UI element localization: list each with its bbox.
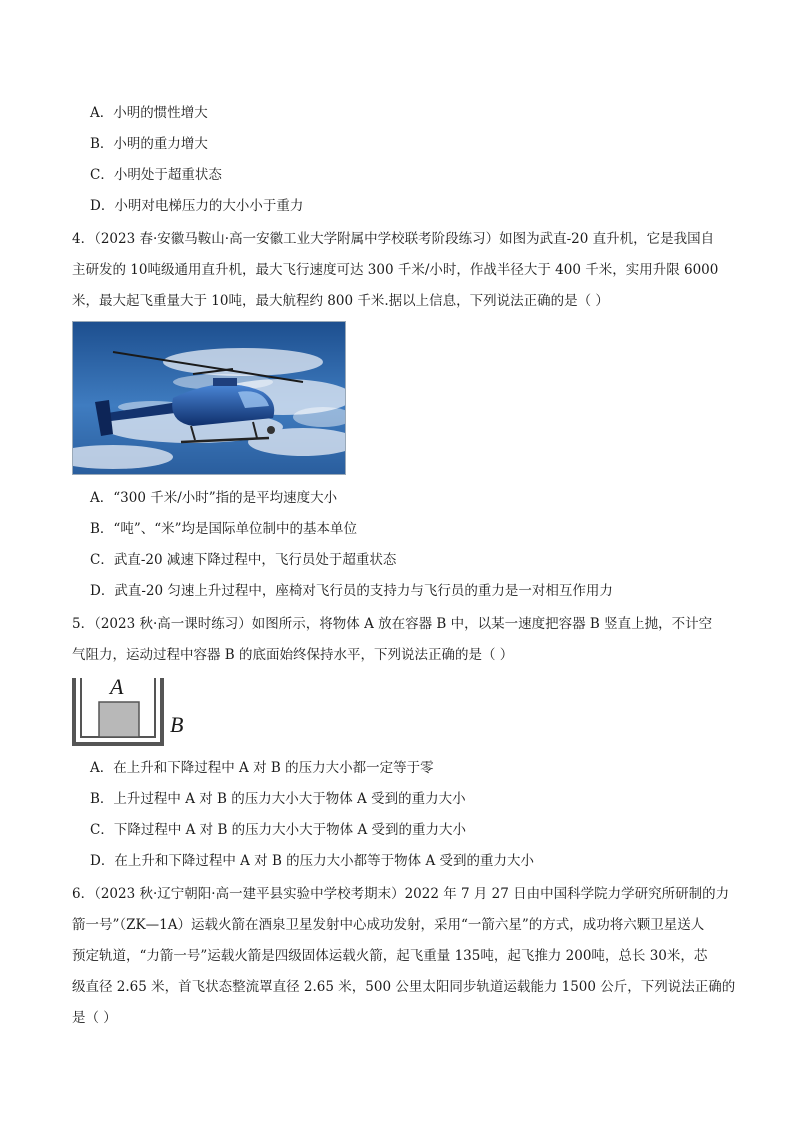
- q4-stem-line-2: 主研发的 10吨级通用直升机，最大飞行速度可达 300 千米/小时，作战半径大于 400 千米，实用升限 6000: [72, 262, 719, 278]
- q5-option-a: A．在上升和下降过程中 A 对 B 的压力大小都一定等于零: [90, 760, 434, 776]
- q3-option-c: C．小明处于超重状态: [90, 167, 222, 183]
- q4-option-a: A．“300 千米/小时”指的是平均速度大小: [90, 490, 338, 506]
- q4-option-b: B．“吨”、“米”均是国际单位制中的基本单位: [90, 521, 358, 537]
- q6-stem-line-5: 是（ ）: [72, 1010, 117, 1026]
- q4-option-d: D．武直-20 匀速上升过程中，座椅对飞行员的支持力与飞行员的重力是一对相互作用力: [90, 583, 613, 599]
- helicopter-photo: [72, 321, 346, 475]
- q4-stem-line-1: 4．（2023 春·安徽马鞍山·高一安徽工业大学附属中学校联考阶段练习）如图为武直-20 直升机，它是我国自: [72, 231, 715, 247]
- q5-option-d: D．在上升和下降过程中 A 对 B 的压力大小都等于物体 A 受到的重力大小: [90, 853, 534, 869]
- label-a: A: [110, 674, 124, 699]
- q3-option-b: B．小明的重力增大: [90, 136, 208, 152]
- q6-stem-line-4: 级直径 2.65 米，首飞状态整流罩直径 2.65 米，500 公里太阳同步轨道运载能力 1500 公斤，下列说法正确的: [72, 979, 736, 995]
- q5-option-c: C．下降过程中 A 对 B 的压力大小大于物体 A 受到的重力大小: [90, 822, 466, 838]
- q5-stem-line-1: 5．（2023 秋·高一课时练习）如图所示，将物体 A 放在容器 B 中，以某一速度把容器 B 竖直上抛，不计空: [72, 616, 713, 632]
- helicopter-illustration: [73, 322, 345, 474]
- q6-stem-line-3: 预定轨道，“力箭一号”运载火箭是四级固体运载火箭，起飞重量 135吨，起飞推力 200吨，总长 30米，芯: [72, 948, 708, 964]
- q5-stem-line-2: 气阻力，运动过程中容器 B 的底面始终保持水平，下列说法正确的是（ ）: [72, 647, 514, 663]
- q4-option-c: C．武直-20 减速下降过程中，飞行员处于超重状态: [90, 552, 397, 568]
- q5-option-b: B．上升过程中 A 对 B 的压力大小大于物体 A 受到的重力大小: [90, 791, 466, 807]
- q6-stem-line-2: 箭一号”（ZK—1A）运载火箭在酒泉卫星发射中心成功发射，采用“一箭六星”的方式，成功将六颗卫星送人: [72, 917, 705, 933]
- q4-stem-line-3: 米，最大起飞重量大于 10吨，最大航程约 800 千米.据以上信息，下列说法正确的是（ ）: [72, 293, 609, 309]
- container-diagram: [72, 676, 192, 748]
- q6-stem-line-1: 6．（2023 秋·辽宁朝阳·高一建平县实验中学校考期末）2022 年 7 月 27 日由中国科学院力学研究所研制的力: [72, 886, 730, 902]
- q3-option-a: A．小明的惯性增大: [90, 105, 208, 121]
- q3-option-d: D．小明对电梯压力的大小小于重力: [90, 198, 304, 214]
- label-b: B: [170, 712, 184, 737]
